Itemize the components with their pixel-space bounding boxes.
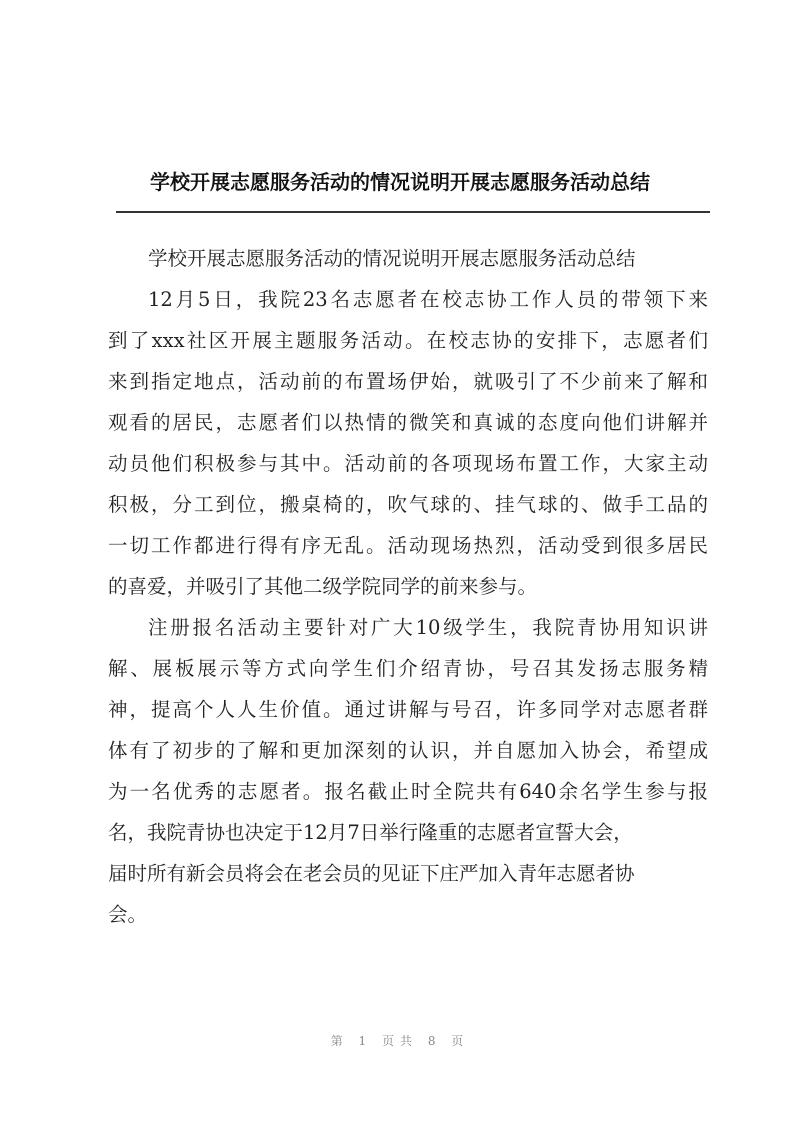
- title-divider: [116, 211, 710, 213]
- paragraph-2: [108, 613, 708, 941]
- body-line: 来到指定地点，活动前的布置场伊始，就吸引了不少前来了解和: [108, 370, 708, 393]
- document-body: [108, 244, 708, 941]
- body-line: 动员他们积极参与其中。活动前的各项现场布置工作，大家主动: [108, 452, 708, 475]
- page-number: 第 1 页共 8 页: [330, 1034, 470, 1048]
- body-line: 一切工作都进行得有序无乱。活动现场热烈，活动受到很多居民: [108, 534, 708, 557]
- body-line: 学校开展志愿服务活动的情况说明开展志愿服务活动总结: [148, 247, 636, 270]
- body-line: 注册报名活动主要针对广大10级学生，我院青协用知识讲: [148, 616, 708, 639]
- body-line: 观看的居民，志愿者们以热情的微笑和真诚的态度向他们讲解并: [108, 411, 708, 434]
- body-line: 为一名优秀的志愿者。报名截止时全院共有640余名学生参与报: [108, 780, 708, 803]
- body-line: 会。: [108, 903, 148, 926]
- document-title: 学校开展志愿服务活动的情况说明开展志愿服务活动总结: [150, 170, 650, 194]
- body-line: 届时所有新会员将会在老会员的见证下庄严加入青年志愿者协: [108, 862, 635, 885]
- body-line: 神，提高个人人生价值。通过讲解与号召，许多同学对志愿者群: [108, 698, 708, 721]
- body-line: 名，我院青协也决定于12月7日举行隆重的志愿者宣誓大会，: [108, 821, 633, 844]
- body-line: 12月5日，我院23名志愿者在校志协工作人员的带领下来: [148, 288, 708, 311]
- body-line: 积极，分工到位，搬桌椅的，吹气球的、挂气球的、做手工品的: [108, 493, 708, 516]
- paragraph-1: [108, 285, 708, 613]
- body-line: 的喜爱，并吸引了其他二级学院同学的前来参与。: [108, 575, 538, 598]
- body-line: 体有了初步的了解和更加深刻的认识，并自愿加入协会，希望成: [108, 739, 708, 762]
- body-line: 到了xxx社区开展主题服务活动。在校志协的安排下，志愿者们: [108, 329, 708, 352]
- body-line: 解、展板展示等方式向学生们介绍青协，号召其发扬志服务精: [108, 657, 708, 680]
